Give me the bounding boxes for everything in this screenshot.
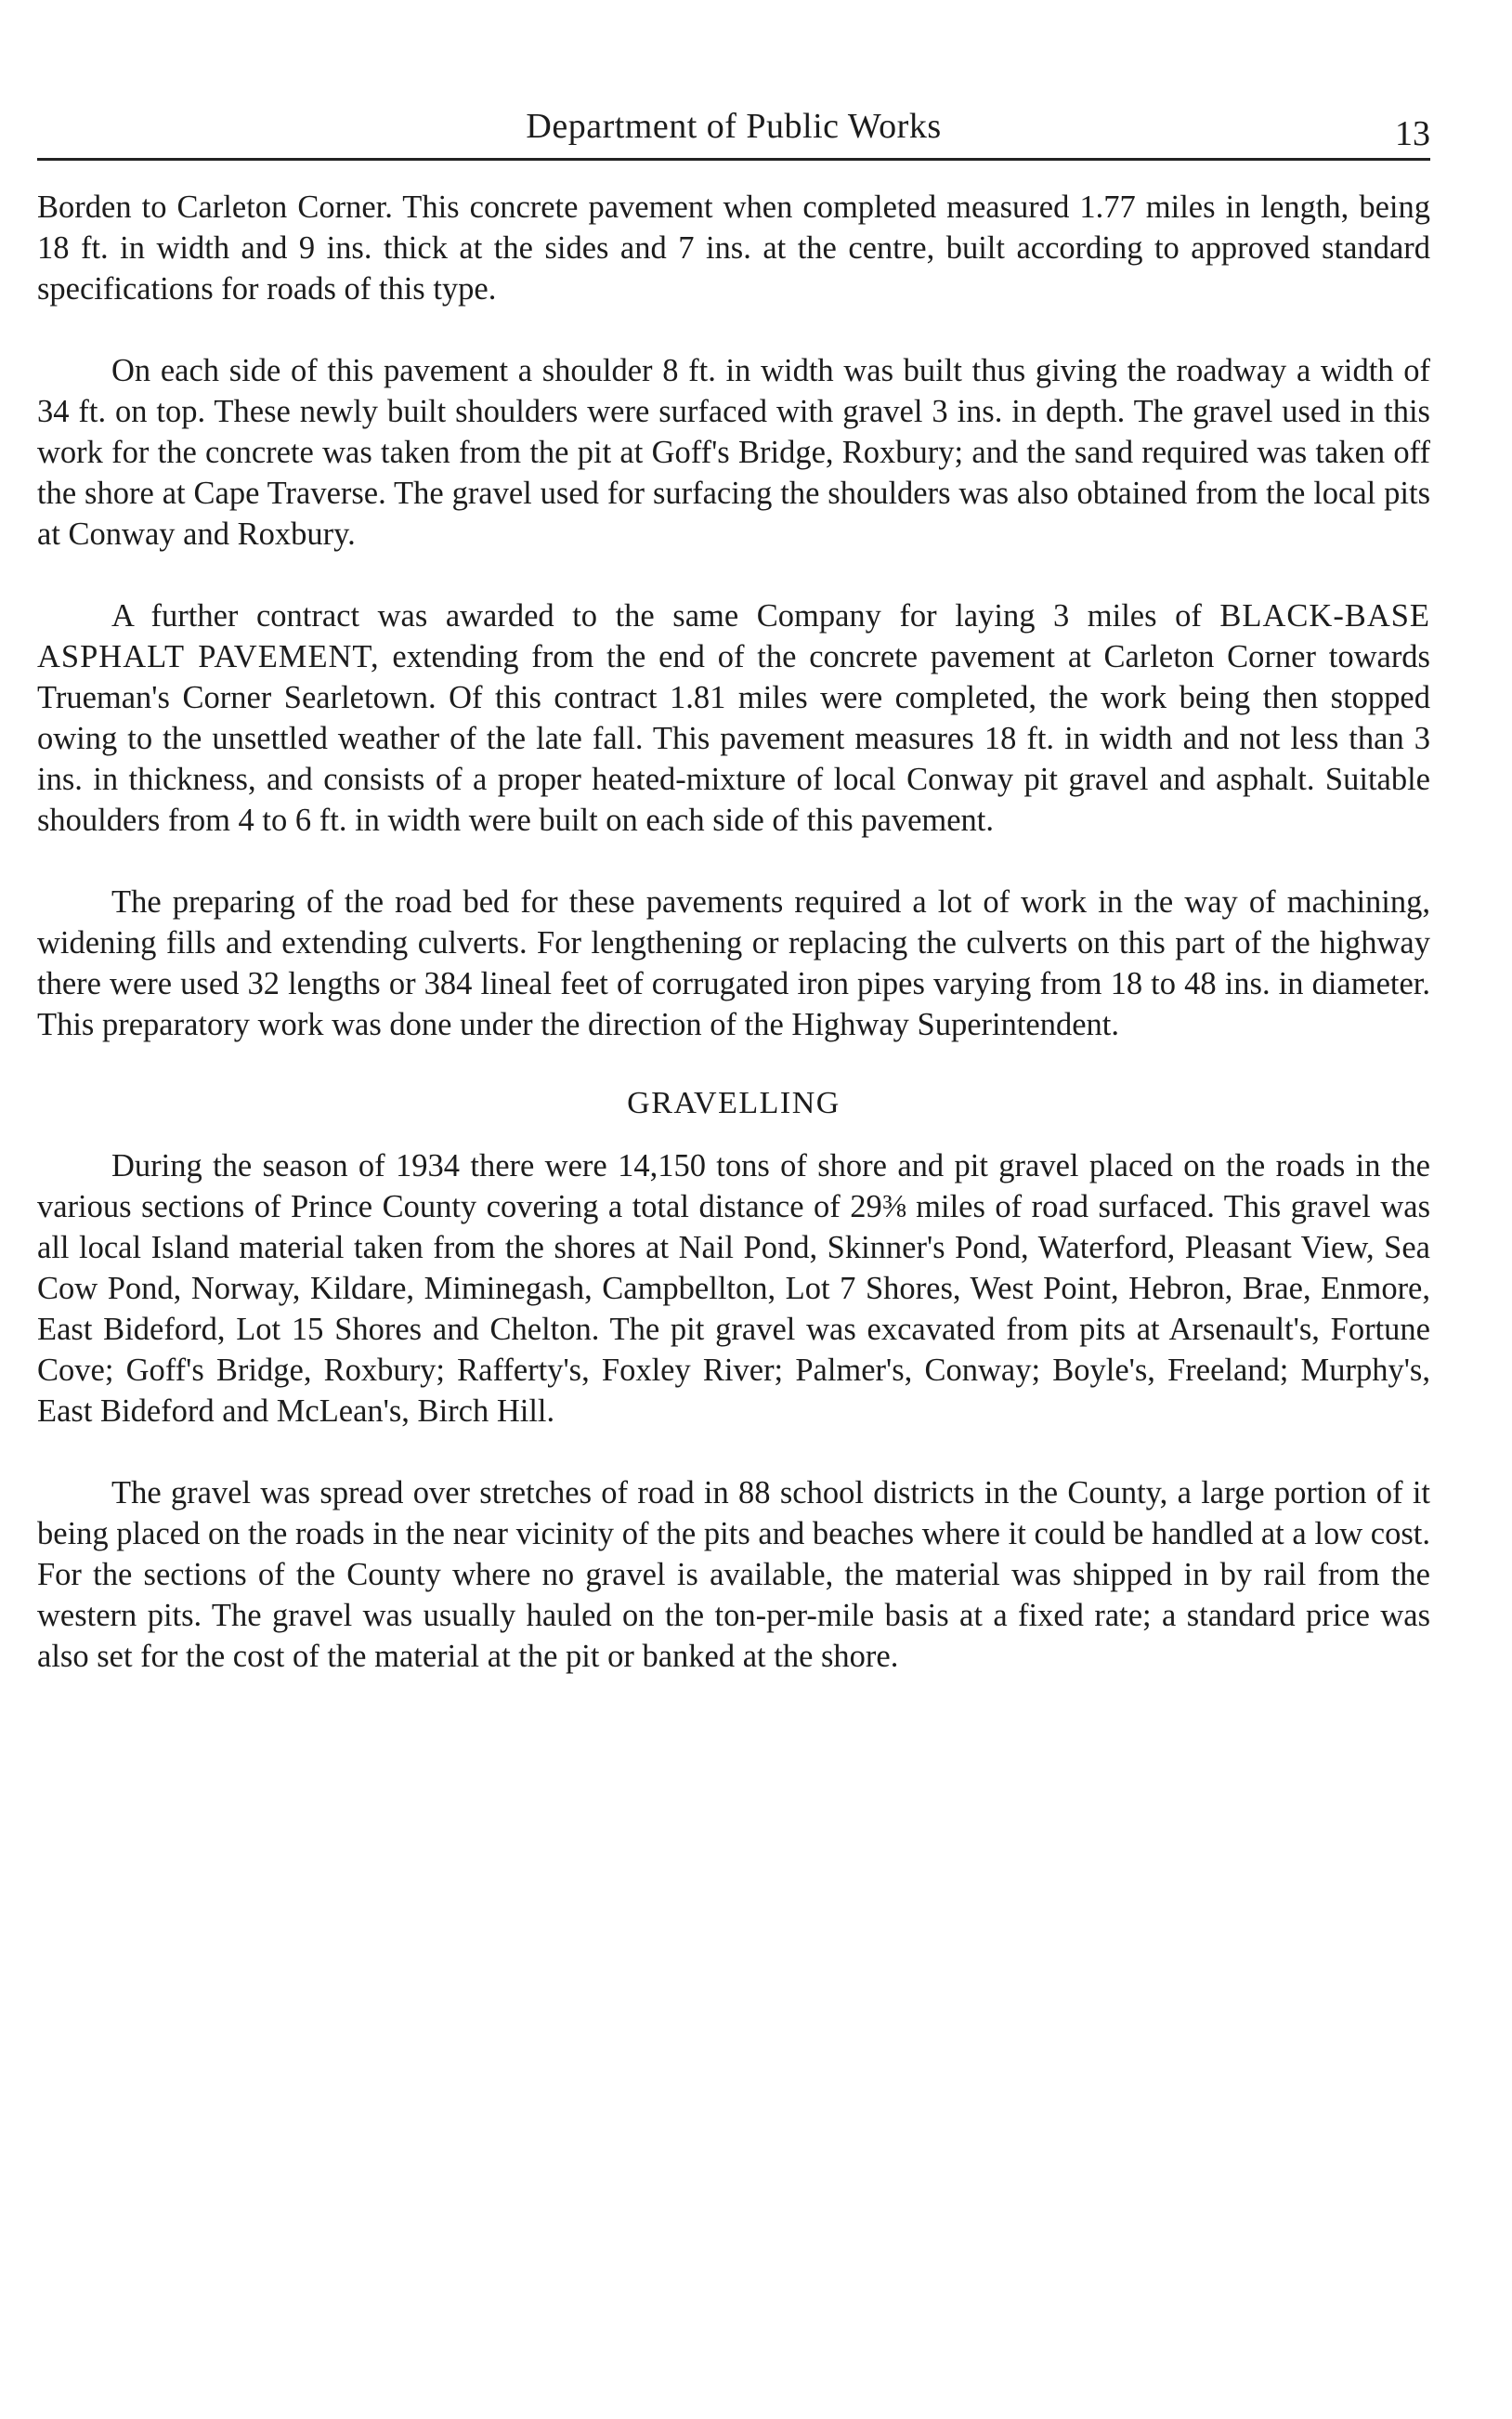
- page-number: 13: [1395, 114, 1430, 153]
- paragraph-road-bed: The preparing of the road bed for these pavements required a lot of work in the way of machining, widening fills and extending culverts. For lengthening or replacing the culverts on this part of the highway there were used 32 lengths or 384 lineal feet of corrugated iron pipes varying from 18 to 48 ins. in diameter. This preparatory work was done under the direction of the Highway Superintendent.: [37, 884, 1430, 1042]
- paragraph-shoulders: On each side of this pavement a shoulder 8 ft. in width was built thus giving the roadway a width of 34 ft. on top. These newly built shoulders were surfaced with gravel 3 ins. in depth. The gravel used in this work for the concrete was taken from the pit at Goff's Bridge, Roxbury; and the sand required was taken off the shore at Cape Traverse. The gravel used for surfacing the shoulders was also obtained from the local pits at Conway and Roxbury.: [37, 353, 1430, 552]
- running-title: Department of Public Works: [526, 107, 942, 146]
- body-text: [37, 187, 1430, 1677]
- document-page: [37, 102, 1430, 1718]
- asphalt-text-before: A further contract was awarded to the same Company for laying 3 miles of: [111, 598, 1220, 634]
- asphalt-text-after: extending from the end of the concrete pavement at Carleton Corner towards Trueman's Corner Searletown. Of this contract 1.81 miles were completed, the work being then stopped owing to the unsettled weather of the late fall. This pavement measures 18 ft. in width and not less than 3 ins. in thickness, and consists of a proper heated-mixture of local Conway pit gravel and asphalt. Suitable shoulders from 4 to 6 ft. in width were built on each side of this pavement.: [37, 639, 1430, 838]
- asphalt-caps-term: BLACK-BASE ASPHALT PAVEMENT,: [37, 598, 1430, 674]
- paragraph-gravel-sources: During the season of 1934 there were 14,150 tons of shore and pit gravel placed on the roads in the various sections of Prince County covering a total distance of 29⅜ miles of road surfaced. This gravel was all local Island material taken from the shores at Nail Pond, Skinner's Pond, Waterford, Pleasant View, Sea Cow Pond, Norway, Kildare, Miminegash, Campbellton, Lot 7 Shores, West Point, Hebron, Brae, Enmore, East Bideford, Lot 15 Shores and Chelton. The pit gravel was excavated from pits at Arsenault's, Fortune Cove; Goff's Bridge, Roxbury; Rafferty's, Foxley River; Palmer's, Conway; Boyle's, Freeland; Murphy's, East Bideford and McLean's, Birch Hill.: [37, 1148, 1430, 1429]
- running-header: [37, 102, 1430, 161]
- paragraph-continuation: Borden to Carleton Corner. This concrete pavement when completed measured 1.77 miles in length, being 18 ft. in width and 9 ins. thick at the sides and 7 ins. at the centre, built according to approved standard specifications for roads of this type.: [37, 190, 1430, 307]
- section-heading-gravelling: GRAVELLING: [627, 1086, 841, 1120]
- paragraph-gravel-spreading: The gravel was spread over stretches of road in 88 school districts in the County, a large portion of it being placed on the roads in the near vicinity of the pits and beaches where it could be handled at a low cost. For the sections of the County where no gravel is available, the material was shipped in by rail from the western pits. The gravel was usually hauled on the ton-per-mile basis at a fixed rate; a standard price was also set for the cost of the material at the pit or banked at the shore.: [37, 1475, 1430, 1674]
- paragraph-asphalt-contract: [37, 595, 1430, 841]
